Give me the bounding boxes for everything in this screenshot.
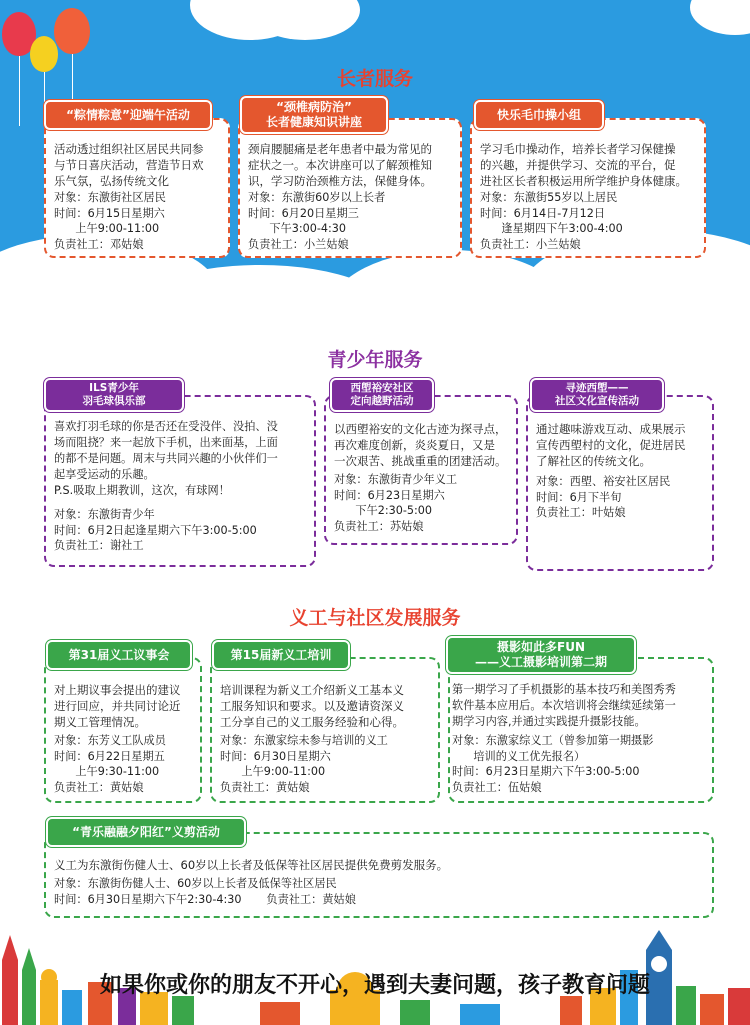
tag-line: 社区文化宣传活动	[555, 395, 639, 407]
youth-card-badminton-desc	[54, 419, 278, 499]
volunteer-card-photography-meta	[452, 733, 653, 795]
desc-line: 期学习内容,并通过实践提升摄影技能。	[452, 715, 646, 728]
elder-card-dragon-boat-desc	[54, 141, 204, 189]
meta-line: 时间：6月30日星期六下午2:30-4:30 负责社工：黄姑娘	[54, 892, 356, 906]
desc-line: 宣传西塱村的文化，促进居民	[536, 438, 686, 452]
elder-card-towel-exercise-desc	[480, 141, 687, 189]
meta-line: 下午2:30-5:00	[334, 504, 432, 517]
tag-line: 摄影如此多FUN	[497, 640, 585, 654]
orange-balloon-icon	[54, 8, 90, 54]
desc-line: 活动透过组织社区居民共同参	[54, 142, 204, 156]
desc-line: 以西塱裕安的文化古迹为探寻点，	[334, 422, 507, 436]
desc-line: 与节日喜庆活动，营造节日欢	[54, 158, 204, 172]
volunteer-card-photography-desc	[452, 682, 676, 730]
section-title-elder: 长者服务	[336, 68, 413, 90]
elder-card-dragon-boat-tag: “粽情粽意”迎端午活动	[44, 100, 212, 130]
desc-line: 症状之一。本次讲座可以了解颈椎知	[248, 158, 432, 172]
meta-line: 对象：东激家综义工（曾参加第一期摄影	[452, 734, 654, 747]
meta-line: 对象：东激街55岁以上居民	[480, 191, 618, 204]
elder-card-cervical-tag	[240, 96, 388, 134]
meta-line: 时间：6月23日星期六	[334, 488, 445, 502]
meta-line: 负责社工：苏姑娘	[334, 519, 424, 533]
tag-line: 长者健康知识讲座	[265, 115, 362, 129]
youth-card-culture-desc	[536, 421, 686, 469]
meta-line: 逢星期四下午3:00-4:00	[480, 222, 623, 235]
volunteer-card-haircut-meta	[54, 876, 356, 907]
section-title-volunteer: 义工与社区发展服务	[289, 607, 461, 629]
meta-line: 负责社工：邓姑娘	[54, 237, 144, 251]
meta-line: 上午9:00-11:00	[220, 765, 326, 778]
desc-line: 起享受运动的乐趣。	[54, 468, 155, 481]
tag-line: 寻迹西塱——	[565, 381, 629, 394]
volunteer-card-haircut-desc	[54, 857, 448, 873]
desc-line: P.S.吸取上期教训，这次，有球网！	[54, 484, 230, 497]
elder-card-dragon-boat-meta	[54, 190, 166, 252]
tag-line: ILS青少年	[89, 381, 139, 394]
desc-line: 培训课程为新义工介绍新义工基本义	[220, 683, 404, 697]
elder-card-cervical-meta	[248, 190, 385, 252]
elder-card-towel-exercise-tag: 快乐毛巾操小组	[474, 100, 604, 130]
meta-line: 负责社工：谢社工	[54, 539, 144, 552]
youth-card-orienteering-meta	[334, 472, 457, 534]
desc-line: 的都不是问题。周末与共同兴趣的小伙伴们一	[54, 452, 278, 465]
meta-line: 上午9:30-11:00	[54, 765, 160, 778]
meta-line: 时间：6月20日星期三	[248, 206, 359, 220]
elder-card-cervical-desc	[248, 141, 432, 189]
volunteer-card-council-meta	[54, 733, 166, 795]
tag-line: “颈椎病防治”	[276, 100, 352, 114]
desc-line: 进行回应，并共同讨论近	[54, 699, 181, 713]
desc-line: 通过趣味游戏互动、成果展示	[536, 422, 686, 436]
meta-line: 对象：东芳义工队成员	[54, 734, 166, 747]
footer-slogan: 如果你或你的朋友不开心，遇到夫妻问题，孩子教育问题	[99, 973, 650, 998]
desc-line: 了解社区的传统文化。	[536, 454, 651, 468]
meta-line: 时间：6月下半旬	[536, 490, 622, 504]
desc-line: 对上期议事会提出的建议	[54, 683, 181, 697]
desc-line: 一次艰苦、挑战重重的团建活动。	[334, 454, 507, 468]
meta-line: 上午9:00-11:00	[54, 222, 160, 235]
volunteer-card-training-meta	[220, 733, 388, 795]
youth-card-culture-tag	[530, 378, 664, 412]
tag-line: 羽毛球俱乐部	[82, 395, 146, 407]
meta-line: 下午3:00-4:30	[248, 222, 346, 235]
tag-line: 西塱裕安社区	[350, 381, 414, 394]
volunteer-card-haircut-tag: “青乐融融夕阳红”义剪活动	[46, 817, 246, 847]
meta-line: 对象：东激街社区居民	[54, 191, 166, 204]
youth-card-orienteering-tag	[330, 378, 434, 412]
meta-line: 时间：6月14日-7月12日	[480, 206, 606, 220]
desc-line: 进社区长者积极运用所学维护身体健康。	[480, 174, 687, 188]
meta-line: 负责社工：小兰姑娘	[248, 237, 349, 251]
meta-line: 时间：6月22日星期五	[54, 749, 165, 763]
volunteer-card-training-desc	[220, 682, 404, 730]
meta-line: 培训的义工优先报名）	[452, 749, 586, 763]
meta-line: 时间：6月15日星期六	[54, 206, 165, 220]
elder-card-towel-exercise-meta	[480, 190, 623, 252]
youth-card-culture-meta	[536, 474, 670, 521]
volunteer-card-photography-tag	[446, 636, 636, 674]
desc-line: 工服务知识和要求。以及邀请资深义	[220, 699, 404, 713]
section-title-youth: 青少年服务	[327, 349, 423, 371]
tag-line: 定向越野活动	[350, 395, 414, 407]
desc-line: 软件基本应用后。本次培训将会继续延续第一	[452, 699, 676, 712]
youth-card-orienteering-desc	[334, 421, 507, 469]
desc-line: 颈肩腰腿痛是老年患者中最为常见的	[248, 142, 432, 156]
desc-line: 场而阻挠？来一起放下手机，出来面基，上面	[54, 436, 278, 449]
meta-line: 对象：东激街伤健人士、60岁以上长者及低保等社区居民	[54, 877, 337, 890]
meta-line: 时间：6月23日星期六下午3:00-5:00	[452, 765, 640, 778]
youth-card-badminton-tag	[44, 378, 184, 412]
meta-line: 负责社工：黄姑娘	[54, 780, 144, 794]
desc-line: 义工为东激街伤健人士、60岁以上长者及低保等社区居民提供免费剪发服务。	[54, 858, 449, 872]
meta-line: 时间：6月30日星期六	[220, 749, 331, 763]
desc-line: 学习毛巾操动作，培养长者学习保健操	[480, 142, 676, 156]
tag-line: ——义工摄影培训第二期	[474, 655, 607, 669]
volunteer-card-council-tag: 第31届义工议事会	[46, 640, 192, 670]
desc-line: 喜欢打羽毛球的你是否还在受没伴、没拍、没	[54, 420, 278, 433]
meta-line: 对象：东激街60岁以上长者	[248, 191, 386, 204]
meta-line: 对象：西塱、裕安社区居民	[536, 475, 671, 488]
desc-line: 再次难度创新，炎炎夏日，又是	[334, 438, 495, 452]
desc-line: 期义工管理情况。	[54, 715, 146, 729]
meta-line: 负责社工：叶姑娘	[536, 506, 626, 519]
youth-card-badminton-meta	[54, 507, 257, 554]
desc-line: 第一期学习了手机摄影的基本技巧和美图秀秀	[452, 683, 676, 696]
desc-line: 的兴趣，并提供学习、交流的平台，促	[480, 158, 676, 172]
meta-line: 负责社工：伍姑娘	[452, 780, 542, 794]
volunteer-card-training-tag: 第15届新义工培训	[212, 640, 350, 670]
desc-line: 工分享自己的义工服务经验和心得。	[220, 715, 404, 729]
desc-line: 识，学习防治颈椎方法，保健身体。	[248, 174, 432, 188]
meta-line: 对象：东激家综未参与培训的义工	[220, 734, 388, 747]
meta-line: 负责社工：黄姑娘	[220, 780, 310, 794]
volunteer-card-council-desc	[54, 682, 181, 730]
meta-line: 时间：6月2日起逢星期六下午3:00-5:00	[54, 523, 257, 537]
meta-line: 对象：东激街青少年	[54, 508, 155, 521]
meta-line: 负责社工：小兰姑娘	[480, 237, 581, 251]
meta-line: 对象：东激街青少年义工	[334, 473, 458, 486]
desc-line: 乐气氛，弘扬传统文化	[54, 174, 169, 188]
